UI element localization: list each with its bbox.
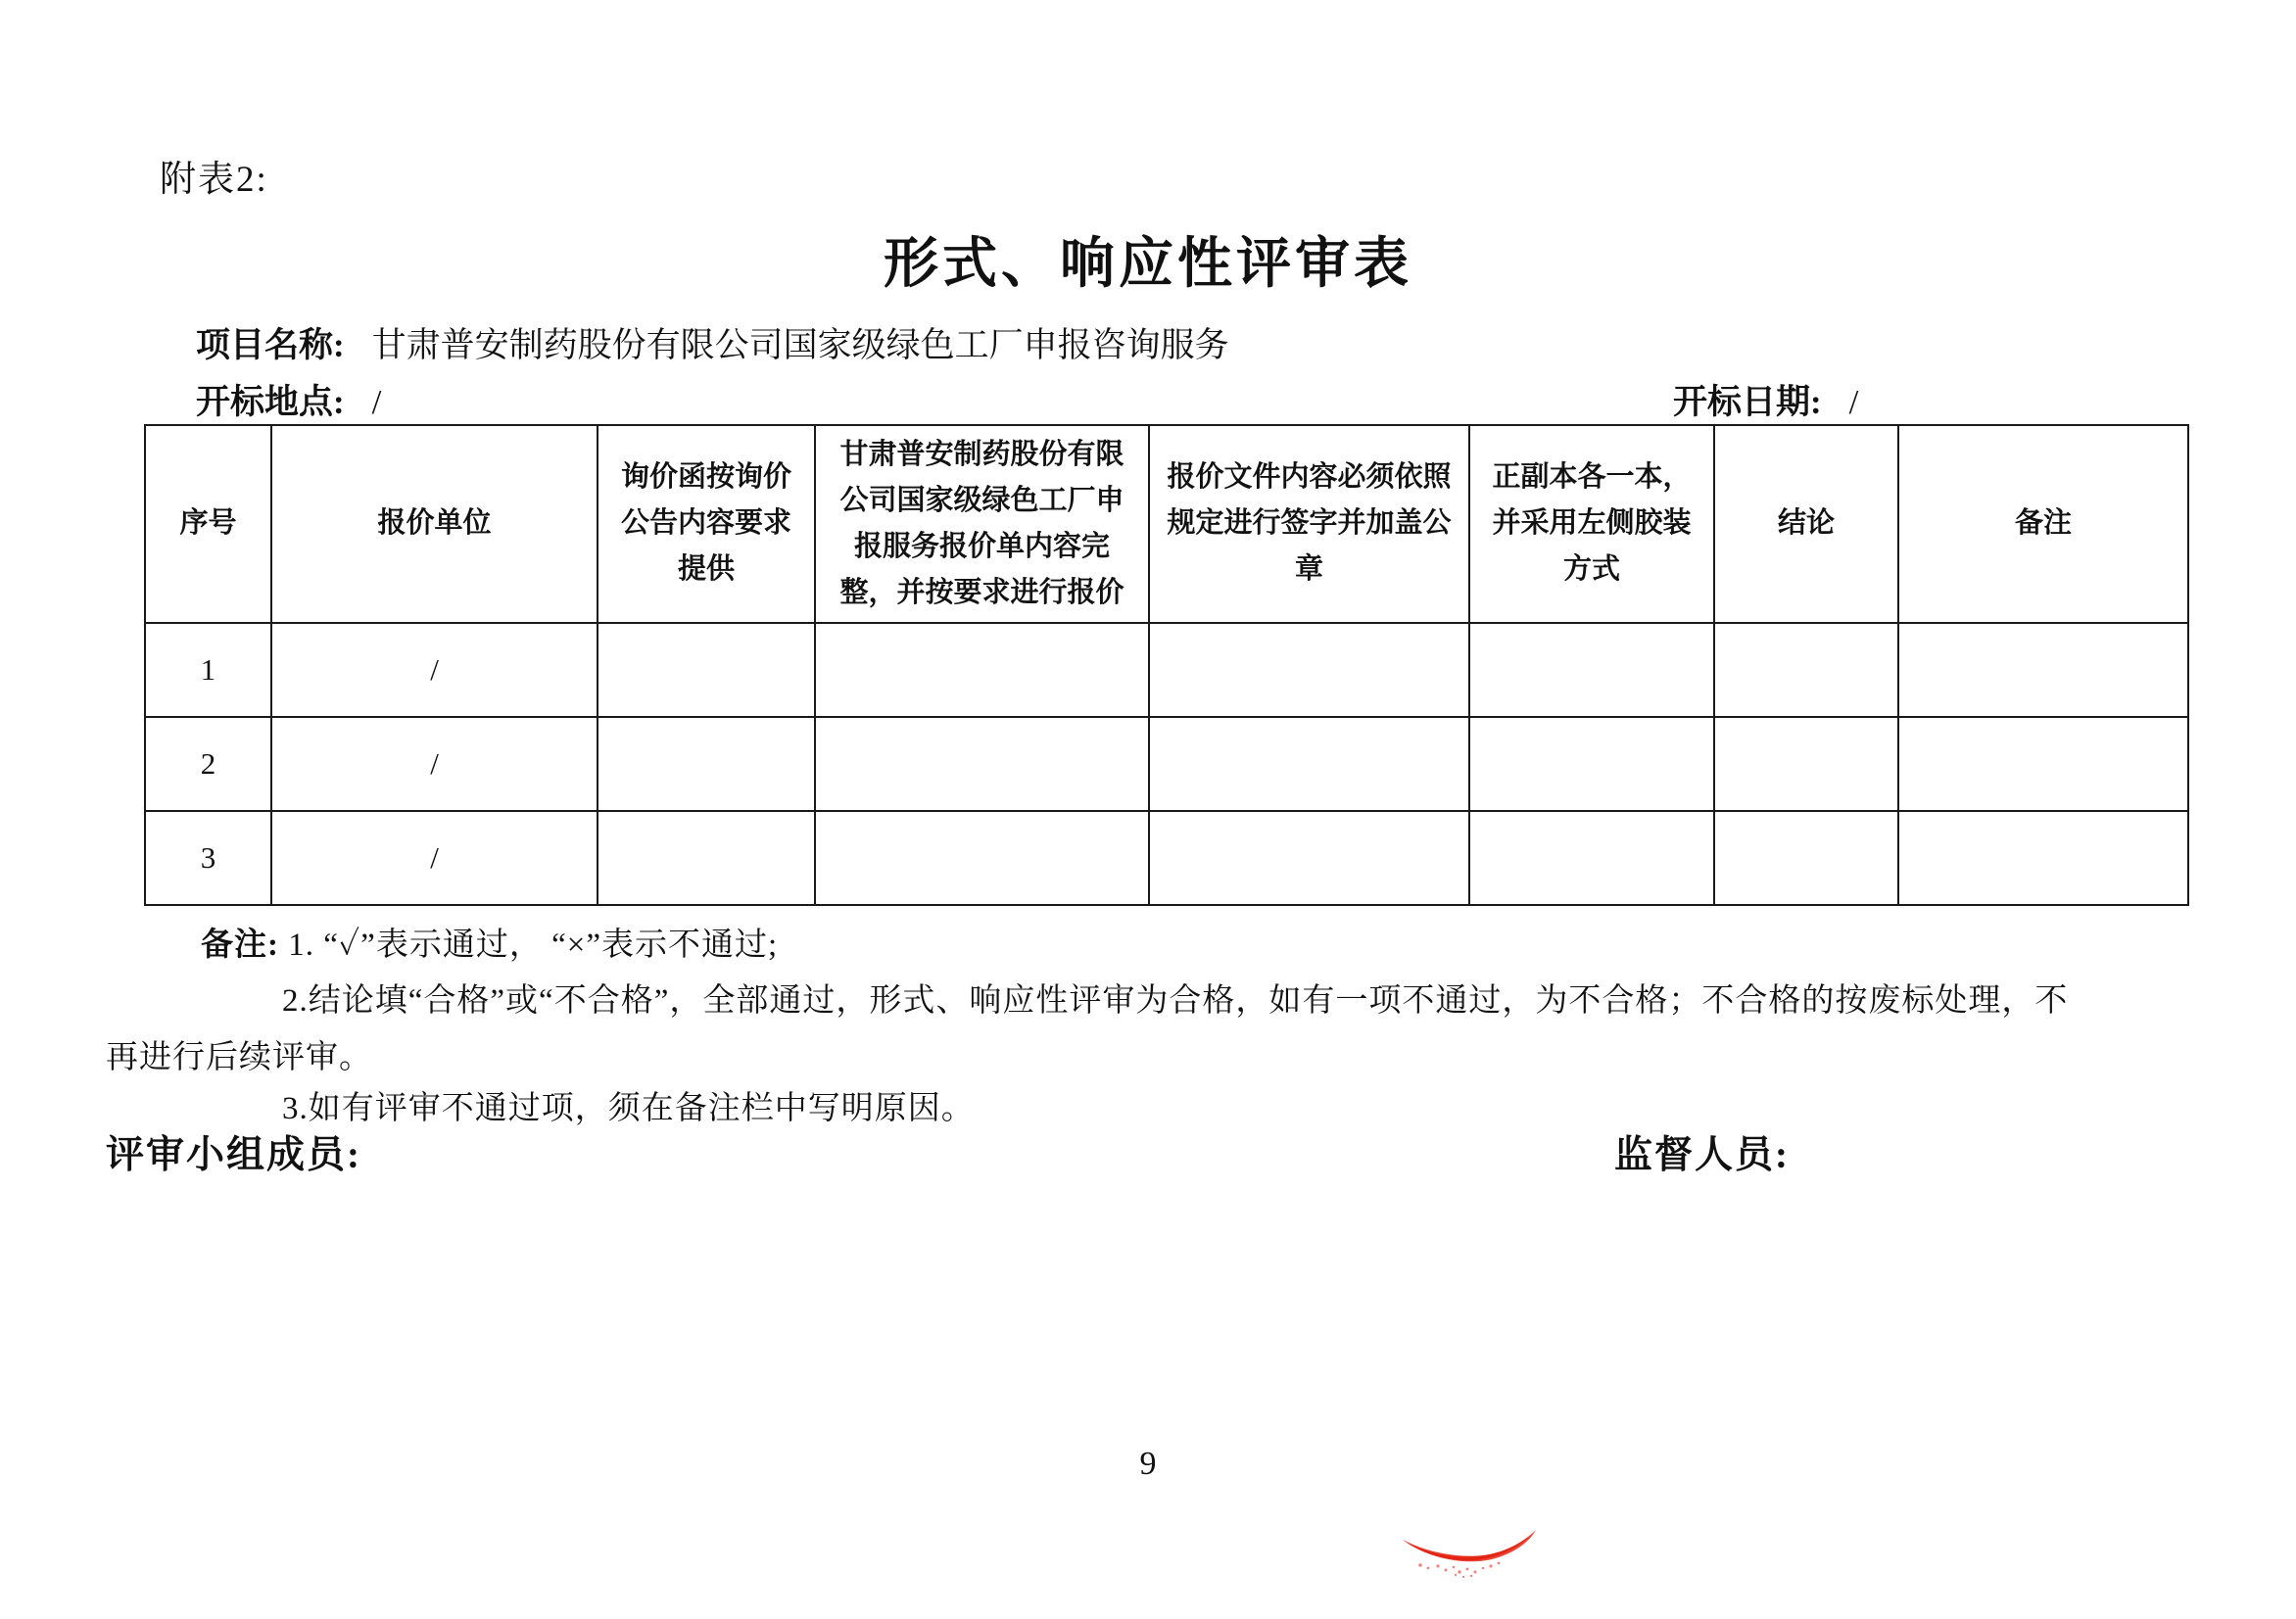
cell-signature <box>1149 623 1469 717</box>
cell-bidder: / <box>271 811 598 905</box>
cell-signature <box>1149 811 1469 905</box>
page-number: 9 <box>1139 1446 1157 1482</box>
cell-binding <box>1469 623 1714 717</box>
cell-remarks <box>1898 811 2188 905</box>
review-table <box>144 424 2189 906</box>
cell-quotation <box>815 717 1149 811</box>
cell-inquiry <box>598 623 815 717</box>
cell-bidder: / <box>271 717 598 811</box>
col-header-signature-seal: 报价文件内容必须依照规定进行签字并加盖公章 <box>1149 425 1469 623</box>
note-1 <box>201 919 778 965</box>
cell-remarks <box>1898 623 2188 717</box>
cell-seq: 1 <box>145 623 271 717</box>
table-row <box>145 811 2188 905</box>
cell-seq: 3 <box>145 811 271 905</box>
project-name-value: 甘肃普安制药股份有限公司国家级绿色工厂申报咨询服务 <box>371 326 1229 364</box>
open-location-line <box>196 375 381 424</box>
open-location-value: / <box>371 383 382 421</box>
cell-inquiry <box>598 811 815 905</box>
table-row <box>145 623 2188 717</box>
cell-conclusion <box>1714 717 1898 811</box>
cell-conclusion <box>1714 811 1898 905</box>
notes-label: 备注: <box>201 928 279 963</box>
open-date-label: 开标日期: <box>1673 383 1822 421</box>
red-seal-fragment-icon <box>1399 1526 1541 1580</box>
table-header-row <box>145 425 2188 623</box>
cell-quotation <box>815 811 1149 905</box>
open-date-line <box>1673 375 1858 424</box>
project-name-label: 项目名称: <box>196 326 345 364</box>
col-header-quotation-complete: 甘肃普安制药股份有限公司国家级绿色工厂申报服务报价单内容完整，并按要求进行报价 <box>815 425 1149 623</box>
col-header-conclusion: 结论 <box>1714 425 1898 623</box>
col-header-inquiry-letter: 询价函按询价公告内容要求提供 <box>598 425 815 623</box>
cell-binding <box>1469 717 1714 811</box>
cell-signature <box>1149 717 1469 811</box>
document-title: 形式、响应性评审表 <box>884 234 1412 295</box>
note-1-text: 1. “✓”表示通过， “×”表示不通过; <box>288 928 779 963</box>
col-header-seq: 序号 <box>145 425 271 623</box>
open-date-value: / <box>1848 383 1859 421</box>
note-2-line-1: 2.结论填“合格”或“不合格”，全部通过，形式、响应性评审为合格，如有一项不通过，为不合格；不合格的按废标处理，不 <box>282 983 2069 1019</box>
cell-conclusion <box>1714 623 1898 717</box>
cell-seq: 2 <box>145 717 271 811</box>
cell-binding <box>1469 811 1714 905</box>
open-location-label: 开标地点: <box>196 383 345 421</box>
project-name-line <box>196 318 1229 367</box>
col-header-binding: 正副本各一本，并采用左侧胶装方式 <box>1469 425 1714 623</box>
supervisor-label: 监督人员: <box>1614 1134 1790 1176</box>
cell-inquiry <box>598 717 815 811</box>
note-3: 3.如有评审不通过项，须在备注栏中写明原因。 <box>282 1091 975 1126</box>
table-row <box>145 717 2188 811</box>
cell-bidder: / <box>271 623 598 717</box>
col-header-remarks: 备注 <box>1898 425 2188 623</box>
attachment-label: 附表2: <box>160 160 268 200</box>
col-header-bidder: 报价单位 <box>271 425 598 623</box>
review-panel-members-label: 评审小组成员: <box>106 1134 361 1176</box>
cell-quotation <box>815 623 1149 717</box>
note-2-line-2: 再进行后续评审。 <box>106 1040 372 1075</box>
cell-remarks <box>1898 717 2188 811</box>
